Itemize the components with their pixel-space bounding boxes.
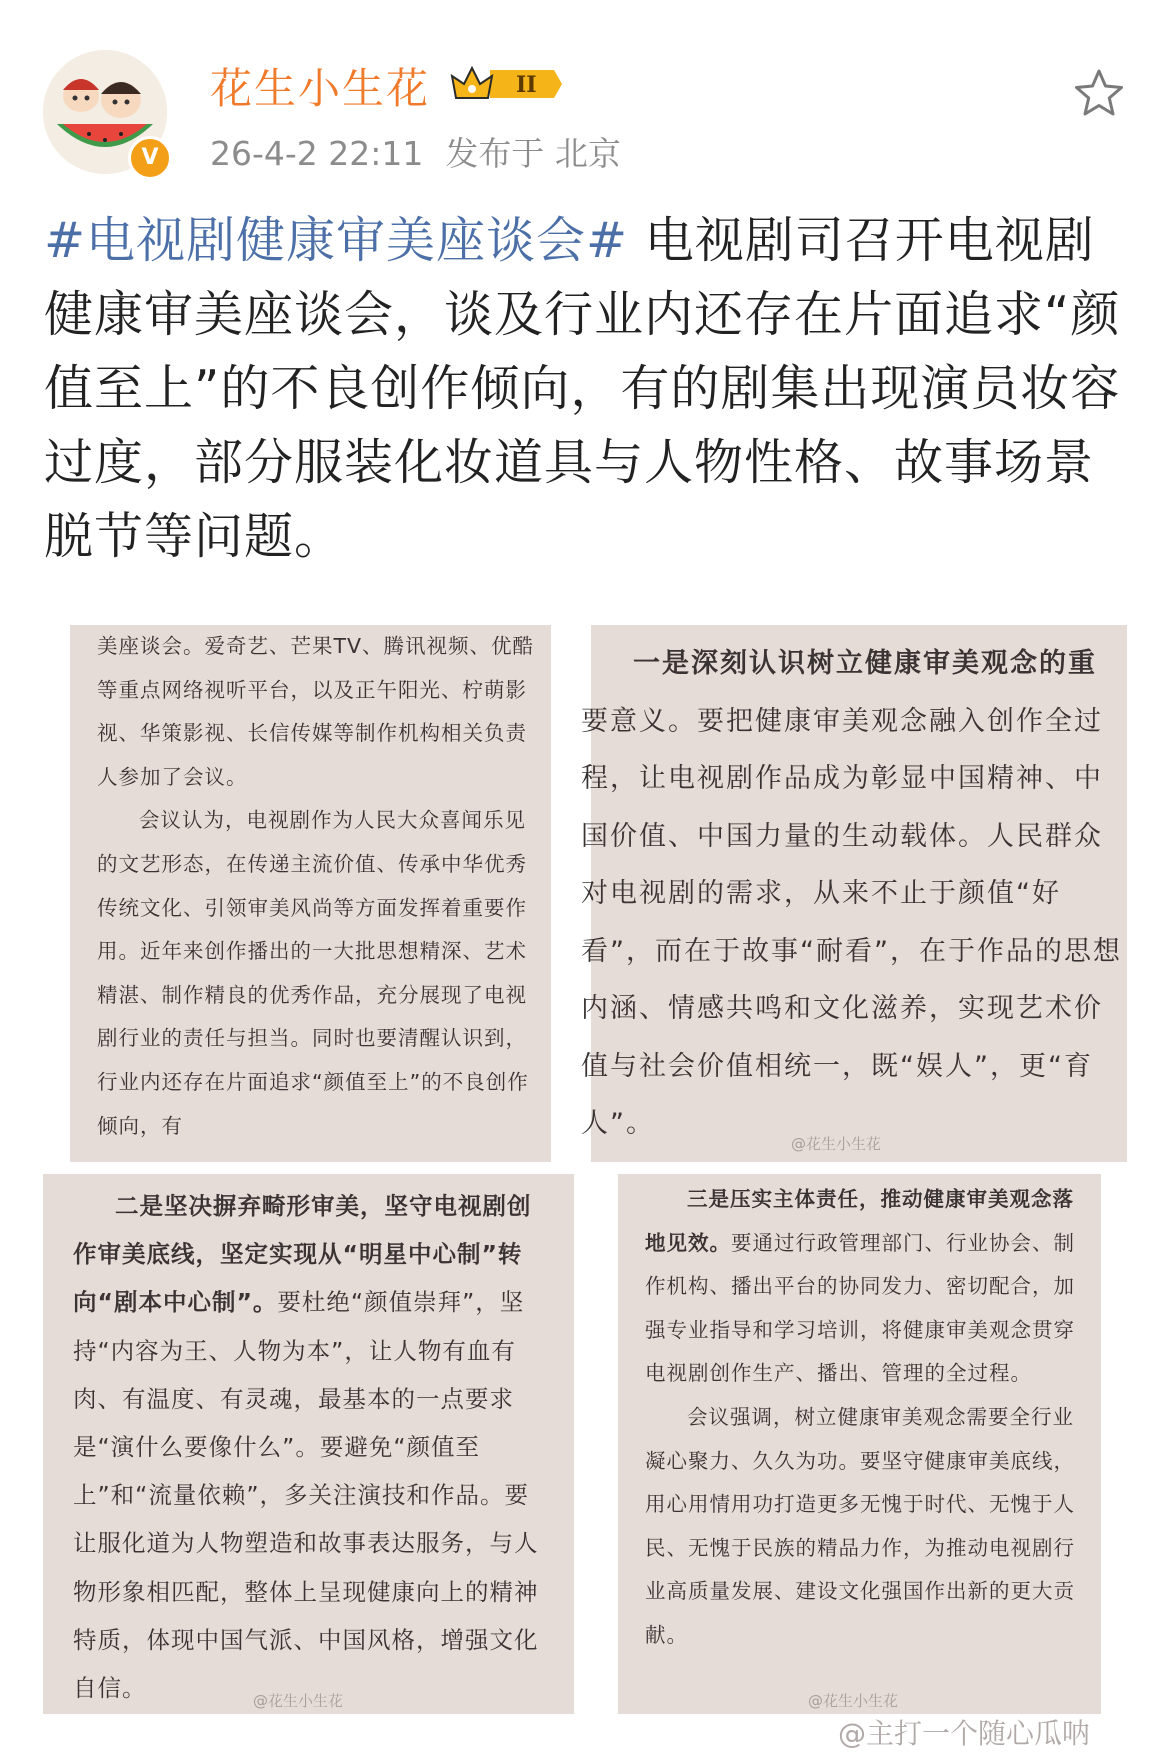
image1-paragraph-2: 会议认为，电视剧作为人民大众喜闻乐见的文艺形态，在传递主流价值、传承中华优秀传统文化、引领审美风尚等方面发挥着重要作用。近年来创作播出的一大批思想精深、艺术精湛、制作精良的优秀作品，充分展现了电视剧行业的责任与担当。同时也要清醒认识到，行业内还存在片面追求“颜值至上”的不良创作倾向，有 — [97, 808, 529, 1138]
hashtag-link[interactable]: #电视剧健康审美座谈会# — [44, 212, 629, 269]
image2-line: 一是深刻认识树立健康审美观念的重 — [633, 648, 1097, 679]
location: 发布于 北京 — [445, 134, 621, 173]
crown-level-badge-icon[interactable] — [450, 62, 562, 106]
image1-paragraph-1: 美座谈会。爱奇艺、芒果TV、腾讯视频、优酷等重点网络视听平台，以及正午阳光、柠萌影视、华策影视、长信传媒等制作机构相关负责人参加了会议。 — [97, 634, 535, 789]
post-image-2[interactable] — [581, 625, 1127, 1162]
image3-watermark: @花生小生花 — [253, 1692, 344, 1710]
post-body — [44, 204, 1134, 574]
image2-line: 国价值、中国力量的生动载体。人民群众 — [581, 820, 1103, 852]
timestamp: 26-4-2 22:11 — [210, 134, 424, 173]
post-text: 电视剧司召开电视剧健康审美座谈会，谈及行业内还存在片面追求“颜值至上”的不良创作倾向，有的剧集出现演员妆容过度，部分服装化妆道具与人物性格、故事场景脱节等问题。 — [44, 212, 1121, 565]
post-image-1[interactable] — [70, 625, 551, 1162]
post-header — [0, 0, 1170, 190]
image4-paragraph-2: 会议强调，树立健康审美观念需要全行业凝心聚力、久久为功。要坚守健康审美底线，用心用情用功打造更多无愧于时代、无愧于人民、无愧于民族的精品力作，为推动电视剧行业高质量发展、建设文化强国作出新的更大贡献。 — [645, 1404, 1075, 1647]
image2-line: 看”，而在于故事“耐看”，在于作品的思想 — [581, 935, 1122, 967]
image2-watermark: @花生小生花 — [791, 1135, 882, 1153]
username[interactable]: 花生小生花 — [210, 64, 431, 113]
verified-badge-icon: V — [128, 136, 172, 180]
image2-line: 要意义。要把健康审美观念融入创作全过 — [581, 705, 1103, 737]
footer-watermark: @主打一个随心瓜呐 — [838, 1717, 1091, 1750]
image4-paragraph-1: 三是压实主体责任，推动健康审美观念落地见效。要通过行政管理部门、行业协会、制作机构、播出平台的协同发力、密切配合，加强专业指导和学习培训，将健康审美观念贯穿电视剧创作生产、播出、管理的全过程。 — [645, 1187, 1075, 1386]
image4-watermark: @花生小生花 — [808, 1692, 899, 1710]
image2-line: 人”。 — [581, 1108, 655, 1139]
post-meta — [210, 128, 621, 175]
image2-line: 内涵、情感共鸣和文化滋养，实现艺术价 — [581, 993, 1103, 1024]
image2-line: 对电视剧的需求，从来不止于颜值“好 — [581, 878, 1061, 909]
image3-paragraph: 二是坚决摒弃畸形审美，坚守电视剧创作审美底线，坚定实现从“明星中心制”转向“剧本中心制”。要杜绝“颜值崇拜”，坚持“内容为王、人物为本”，让人物有血有肉、有温度、有灵魂，最基本的一点要求是“演什么要像什么”。要避免“颜值至上”和“流量依赖”，多关注演技和作品。要让服化道为人物塑造和故事表达服务，与人物形象相匹配，整体上呈现健康向上的精神特质，体现中国气派、中国风格，增强文化自信。 — [73, 1192, 539, 1703]
image2-line: 值与社会价值相统一，既“娱人”，更“育 — [581, 1050, 1093, 1082]
image2-line: 程，让电视剧作品成为彰显中国精神、中 — [581, 763, 1103, 794]
member-level: II — [516, 72, 537, 98]
star-icon[interactable] — [1073, 68, 1125, 118]
post-image-4[interactable] — [618, 1174, 1101, 1714]
post-image-3[interactable] — [43, 1174, 574, 1714]
